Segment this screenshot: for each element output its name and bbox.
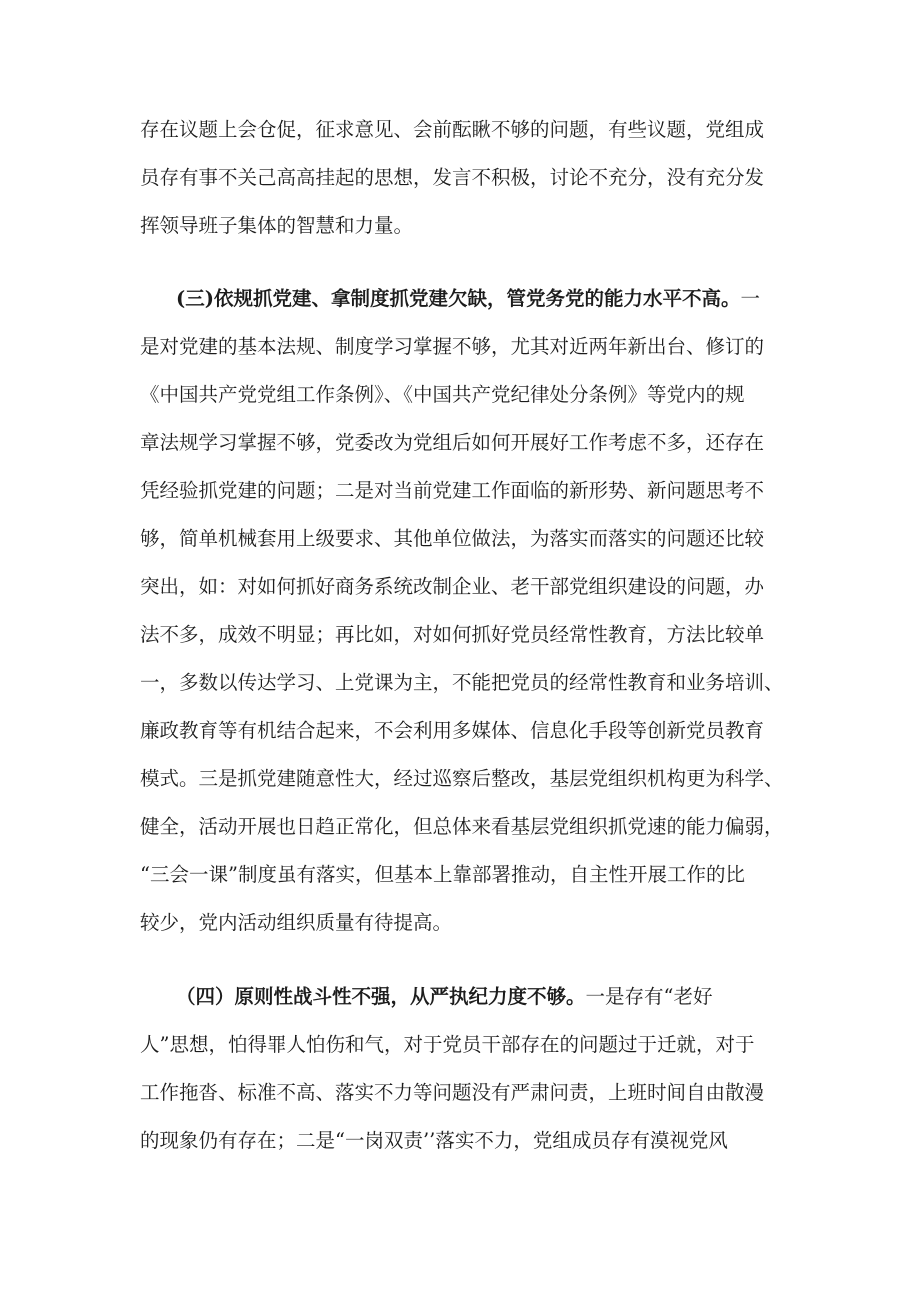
- paragraph-1-line-3: 挥领导班子集体的智慧和力量。: [140, 214, 414, 237]
- paragraph-2-line-8: 法不多，成效不明显；再比如，对如何抓好党员经常性教育，方法比较单: [140, 623, 765, 646]
- paragraph-3-line-4: 的现象仍有存在；二是“一岗双责’’落实不力，党组成员存有漠视党风: [140, 1129, 728, 1152]
- paragraph-2-line-12: 健全，活动开展也日趋正常化，但总体来看基层党组织抓党速的能力偏弱，: [140, 815, 784, 838]
- paragraph-2-line-9: 一，多数以传达学习、上党课为主，不能把党员的经常性教育和业务培训、: [140, 671, 784, 694]
- paragraph-2-line-11: 模式。三是抓党建随意性大，经过巡察后整改，基层党组织机构更为科学、: [140, 767, 784, 790]
- paragraph-2-line-3: 《中国共产党党组工作条例》、《中国共产党纪律处分条例》等党内的规: [140, 383, 745, 406]
- paragraph-2-first-line-rest: 一: [740, 287, 760, 310]
- paragraph-2-line-13: “三会一课”制度虽有落实，但基本上靠部署推动，自主性开展工作的比: [140, 863, 745, 886]
- paragraph-2-line-7: 突出，如：对如何抓好商务系统改制企业、老干部党组织建设的问题，办: [140, 575, 765, 598]
- paragraph-2-line-4: 章法规学习掌握不够，党委改为党组后如何开展好工作考虑不多，还存在: [140, 431, 765, 454]
- paragraph-2-first-line: [176, 282, 800, 316]
- paragraph-2-line-5: 凭经验抓党建的问题；二是对当前党建工作面临的新形势、新问题思考不: [140, 479, 765, 502]
- section-4-heading: （四）原则性战斗性不强，从严执纪力度不够。: [176, 985, 586, 1008]
- paragraph-1-line-2: 员存有事不关己高高挂起的思想，发言不积极，讨论不充分，没有充分发: [140, 166, 765, 189]
- paragraph-3-line-3: 工作拖沓、标准不高、落实不力等问题没有严肃问责，上班时间自由散漫: [140, 1081, 765, 1104]
- paragraph-2-line-10: 廉政教育等有机结合起来，不会利用多媒体、信息化手段等创新党员教育: [140, 719, 765, 742]
- paragraph-3-first-line: [176, 980, 800, 1014]
- paragraph-3-line-2: 人”思想，怕得罪人怕伤和气，对于党员干部存在的问题过于迁就，对于: [140, 1033, 755, 1056]
- section-3-heading: (三)依规抓党建、拿制度抓党建欠缺，管党务党的能力水平不高。: [176, 287, 741, 310]
- paragraph-2-line-14: 较少，党内活动组织质量有待提高。: [140, 911, 453, 934]
- paragraph-2-line-2: 是对党建的基本法规、制度学习掌握不够，尤其对近两年新出台、修订的: [140, 335, 765, 358]
- paragraph-1-line-1: 存在议题上会仓促，征求意见、会前酝瞅不够的问题，有些议题，党组成: [140, 118, 765, 141]
- paragraph-3-first-line-rest: 一是存有“老好: [585, 985, 713, 1008]
- paragraph-2-line-6: 够，简单机械套用上级要求、其他单位做法，为落实而落实的问题还比较: [140, 527, 765, 550]
